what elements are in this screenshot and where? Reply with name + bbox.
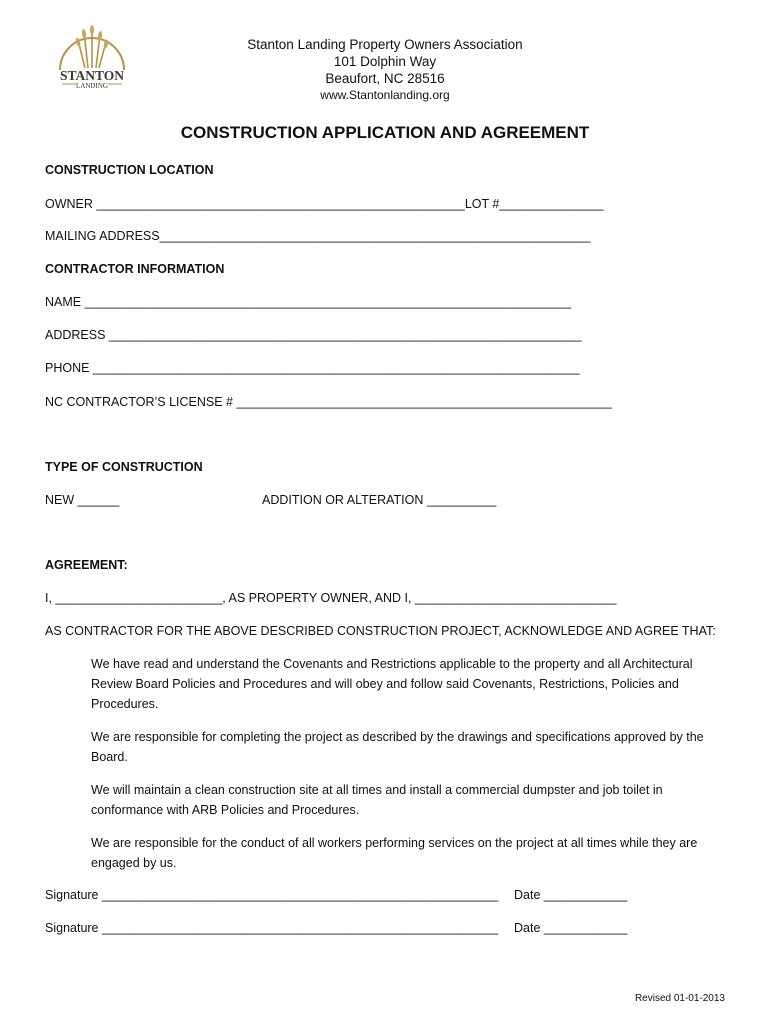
- agreement-paragraph: We are responsible for the conduct of all workers performing services on the project at all times while they are engaged by us.: [91, 836, 698, 870]
- logo-subname-text: LANDING: [76, 82, 108, 90]
- revision-date: Revised 01-01-2013: [634, 993, 725, 1004]
- signature-field-2[interactable]: Signature _________________________________________________________: [45, 921, 499, 935]
- date-field-2[interactable]: Date ____________: [514, 921, 628, 935]
- signature-field-1[interactable]: Signature _________________________________________________________: [45, 888, 499, 902]
- contractor-phone-field[interactable]: PHONE ______________________________________________________________________: [45, 361, 580, 375]
- type-of-construction-heading: TYPE OF CONSTRUCTION: [45, 460, 203, 474]
- date-field-1[interactable]: Date ____________: [514, 888, 628, 902]
- owner-lot-field[interactable]: OWNER _____________________________________________________LOT #_______________: [45, 197, 604, 211]
- contractor-license-field[interactable]: NC CONTRACTOR’S LICENSE # ______________________________________________________: [45, 395, 612, 409]
- contractor-address-field[interactable]: ADDRESS ____________________________________________________________________: [45, 328, 582, 342]
- org-city-state-zip: Beaufort, NC 28516: [325, 71, 445, 86]
- addition-alteration-field[interactable]: ADDITION OR ALTERATION __________: [262, 493, 497, 507]
- org-name: Stanton Landing Property Owners Association: [247, 37, 523, 52]
- org-website: www.Stantonlanding.org: [320, 88, 450, 102]
- contractor-information-heading: CONTRACTOR INFORMATION: [45, 262, 225, 276]
- agreement-parties-field[interactable]: I, ________________________, AS PROPERTY OWNER, AND I, _____________________________: [45, 591, 617, 605]
- agreement-contractor-statement: AS CONTRACTOR FOR THE ABOVE DESCRIBED CONSTRUCTION PROJECT, ACKNOWLEDGE AND AGREE THAT:: [45, 624, 716, 638]
- contractor-name-field[interactable]: NAME ______________________________________________________________________: [45, 295, 572, 309]
- agreement-paragraph: We are responsible for completing the project as described by the drawings and specifications approved by the Board.: [91, 730, 704, 764]
- org-street: 101 Dolphin Way: [333, 54, 437, 69]
- construction-location-heading: CONSTRUCTION LOCATION: [45, 163, 214, 177]
- agreement-paragraph: We will maintain a clean construction site at all times and install a commercial dumpster and job toilet in conformance with ARB Policies and Procedures.: [91, 783, 663, 817]
- mailing-address-field[interactable]: MAILING ADDRESS______________________________________________________________: [45, 229, 591, 243]
- logo-name-text: STANTON: [59, 68, 125, 83]
- agreement-heading: AGREEMENT:: [45, 558, 128, 572]
- page-title: CONSTRUCTION APPLICATION AND AGREEMENT: [180, 123, 590, 142]
- new-construction-field[interactable]: NEW ______: [45, 493, 120, 507]
- agreement-paragraph: We have read and understand the Covenants and Restrictions applicable to the property and all Architectural Review Board Policies and Procedures and will obey and follow said Covenants, Restrictions, Policies and Procedures.: [91, 657, 693, 711]
